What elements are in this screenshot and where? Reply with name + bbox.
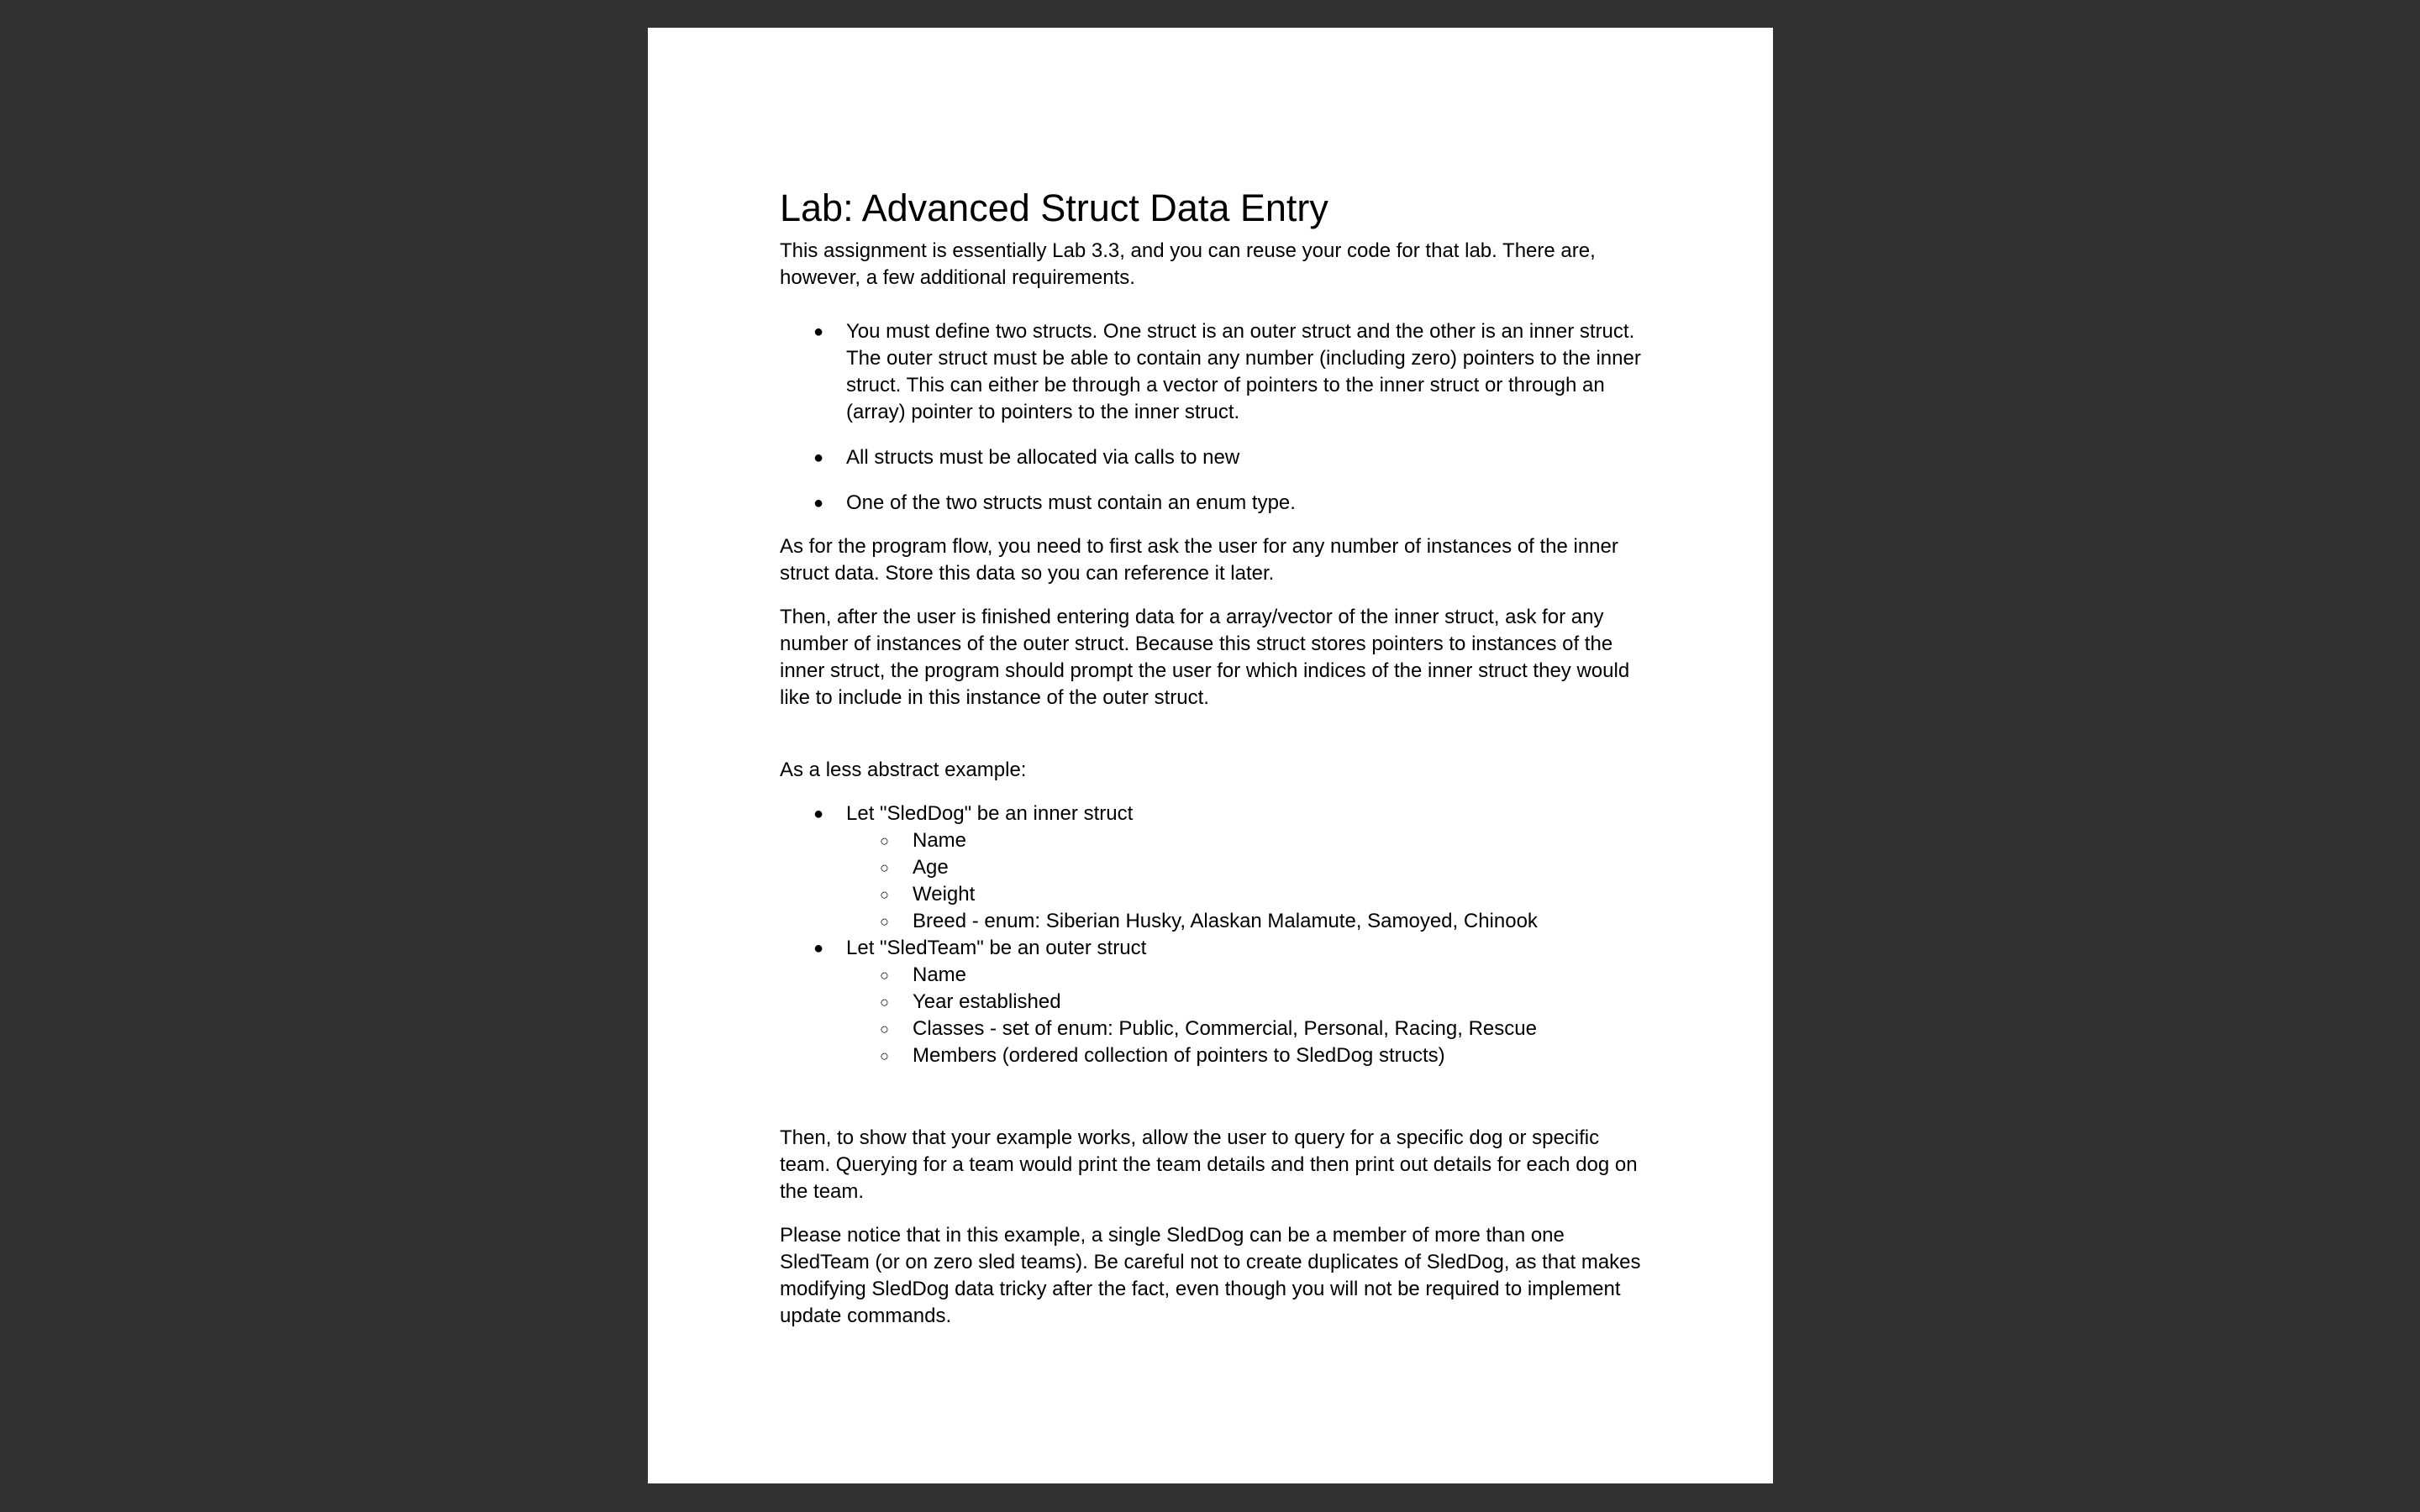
example-list [780, 801, 1645, 1069]
struct-field-item [846, 827, 1645, 854]
struct-field-text: Members (ordered collection of pointers to SledDog structs) [913, 1044, 1445, 1067]
struct-field-text: Name [913, 963, 967, 986]
struct-fields-list [846, 962, 1645, 1069]
spacer [780, 1069, 1645, 1125]
struct-field-item [846, 908, 1645, 935]
requirement-item [780, 318, 1645, 426]
struct-field-text: Classes - set of enum: Public, Commercial, Personal, Racing, Rescue [913, 1017, 1537, 1040]
struct-field-text: Weight [913, 883, 976, 906]
struct-field-text: Breed - enum: Siberian Husky, Alaskan Malamute, Samoyed, Chinook [913, 910, 1538, 932]
struct-field-item [846, 854, 1645, 881]
struct-field-item [846, 989, 1645, 1016]
struct-field-text: Name [913, 829, 967, 852]
struct-field-item [846, 962, 1645, 989]
intro-paragraph: This assignment is essentially Lab 3.3, and you can reuse your code for that lab. There are, however, a few additional requirements. [780, 239, 1596, 289]
struct-field-text: Year established [913, 990, 1061, 1013]
example-struct-label: Let "SledTeam" be an outer struct [846, 937, 1147, 959]
bullet-icon: ● [813, 939, 824, 958]
struct-fields-list [846, 827, 1645, 935]
struct-field-item [846, 1042, 1645, 1069]
struct-field-item [846, 881, 1645, 908]
struct-field-text: Age [913, 856, 949, 879]
bullet-icon: ● [813, 323, 824, 341]
query-paragraph: Then, to show that your example works, allow the user to query for a specific dog or specific team. Querying for a team would print the team details and then print out details for each dog on the team. [780, 1126, 1638, 1203]
bullet-icon: ● [813, 494, 824, 512]
requirements-list [780, 318, 1645, 517]
example-struct-item [780, 935, 1645, 1069]
requirement-text: You must define two structs. One struct is an outer struct and the other is an inner struct. The outer struct must be able to contain any number (including zero) pointers to the inner struct. This can either be through a vector of pointers to the inner struct or through an (array) pointer to pointers to the inner struct. [846, 320, 1641, 423]
hollow-bullet-icon: ○ [880, 1021, 889, 1037]
bullet-icon: ● [813, 449, 824, 467]
spacer [780, 728, 1645, 757]
hollow-bullet-icon: ○ [880, 1047, 889, 1064]
hollow-bullet-icon: ○ [880, 994, 889, 1011]
flow-paragraph-2: Then, after the user is finished entering data for a array/vector of the inner struct, ask for any number of instances of the outer struct. Because this struct stores pointers to instances of the inner struct, the program should prompt the user for which indices of the inner struct they would like to include in this instance of the outer struct. [780, 606, 1630, 709]
hollow-bullet-icon: ○ [880, 967, 889, 984]
requirement-text: All structs must be allocated via calls to new [846, 446, 1240, 469]
hollow-bullet-icon: ○ [880, 913, 889, 930]
document-page [648, 28, 1773, 1483]
hollow-bullet-icon: ○ [880, 886, 889, 903]
bullet-icon: ● [813, 805, 824, 823]
example-struct-label: Let "SledDog" be an inner struct [846, 802, 1134, 825]
struct-field-item [846, 1016, 1645, 1042]
hollow-bullet-icon: ○ [880, 832, 889, 849]
page-title: Lab: Advanced Struct Data Entry [780, 186, 1328, 229]
requirement-item [780, 490, 1645, 517]
requirement-item [780, 444, 1645, 471]
hollow-bullet-icon: ○ [880, 859, 889, 876]
notice-paragraph: Please notice that in this example, a single SledDog can be a member of more than one SledTeam (or on zero sled teams). Be careful not to create duplicates of SledDog, as that makes modifying SledDog data tricky after the fact, even though you will not be required to implement update commands. [780, 1224, 1641, 1327]
example-struct-item [780, 801, 1645, 935]
example-intro: As a less abstract example: [780, 759, 1027, 781]
flow-paragraph-1: As for the program flow, you need to first ask the user for any number of instances of the inner struct data. Store this data so you can reference it later. [780, 535, 1618, 585]
requirement-text: One of the two structs must contain an enum type. [846, 491, 1296, 514]
document-content [780, 158, 1645, 1347]
